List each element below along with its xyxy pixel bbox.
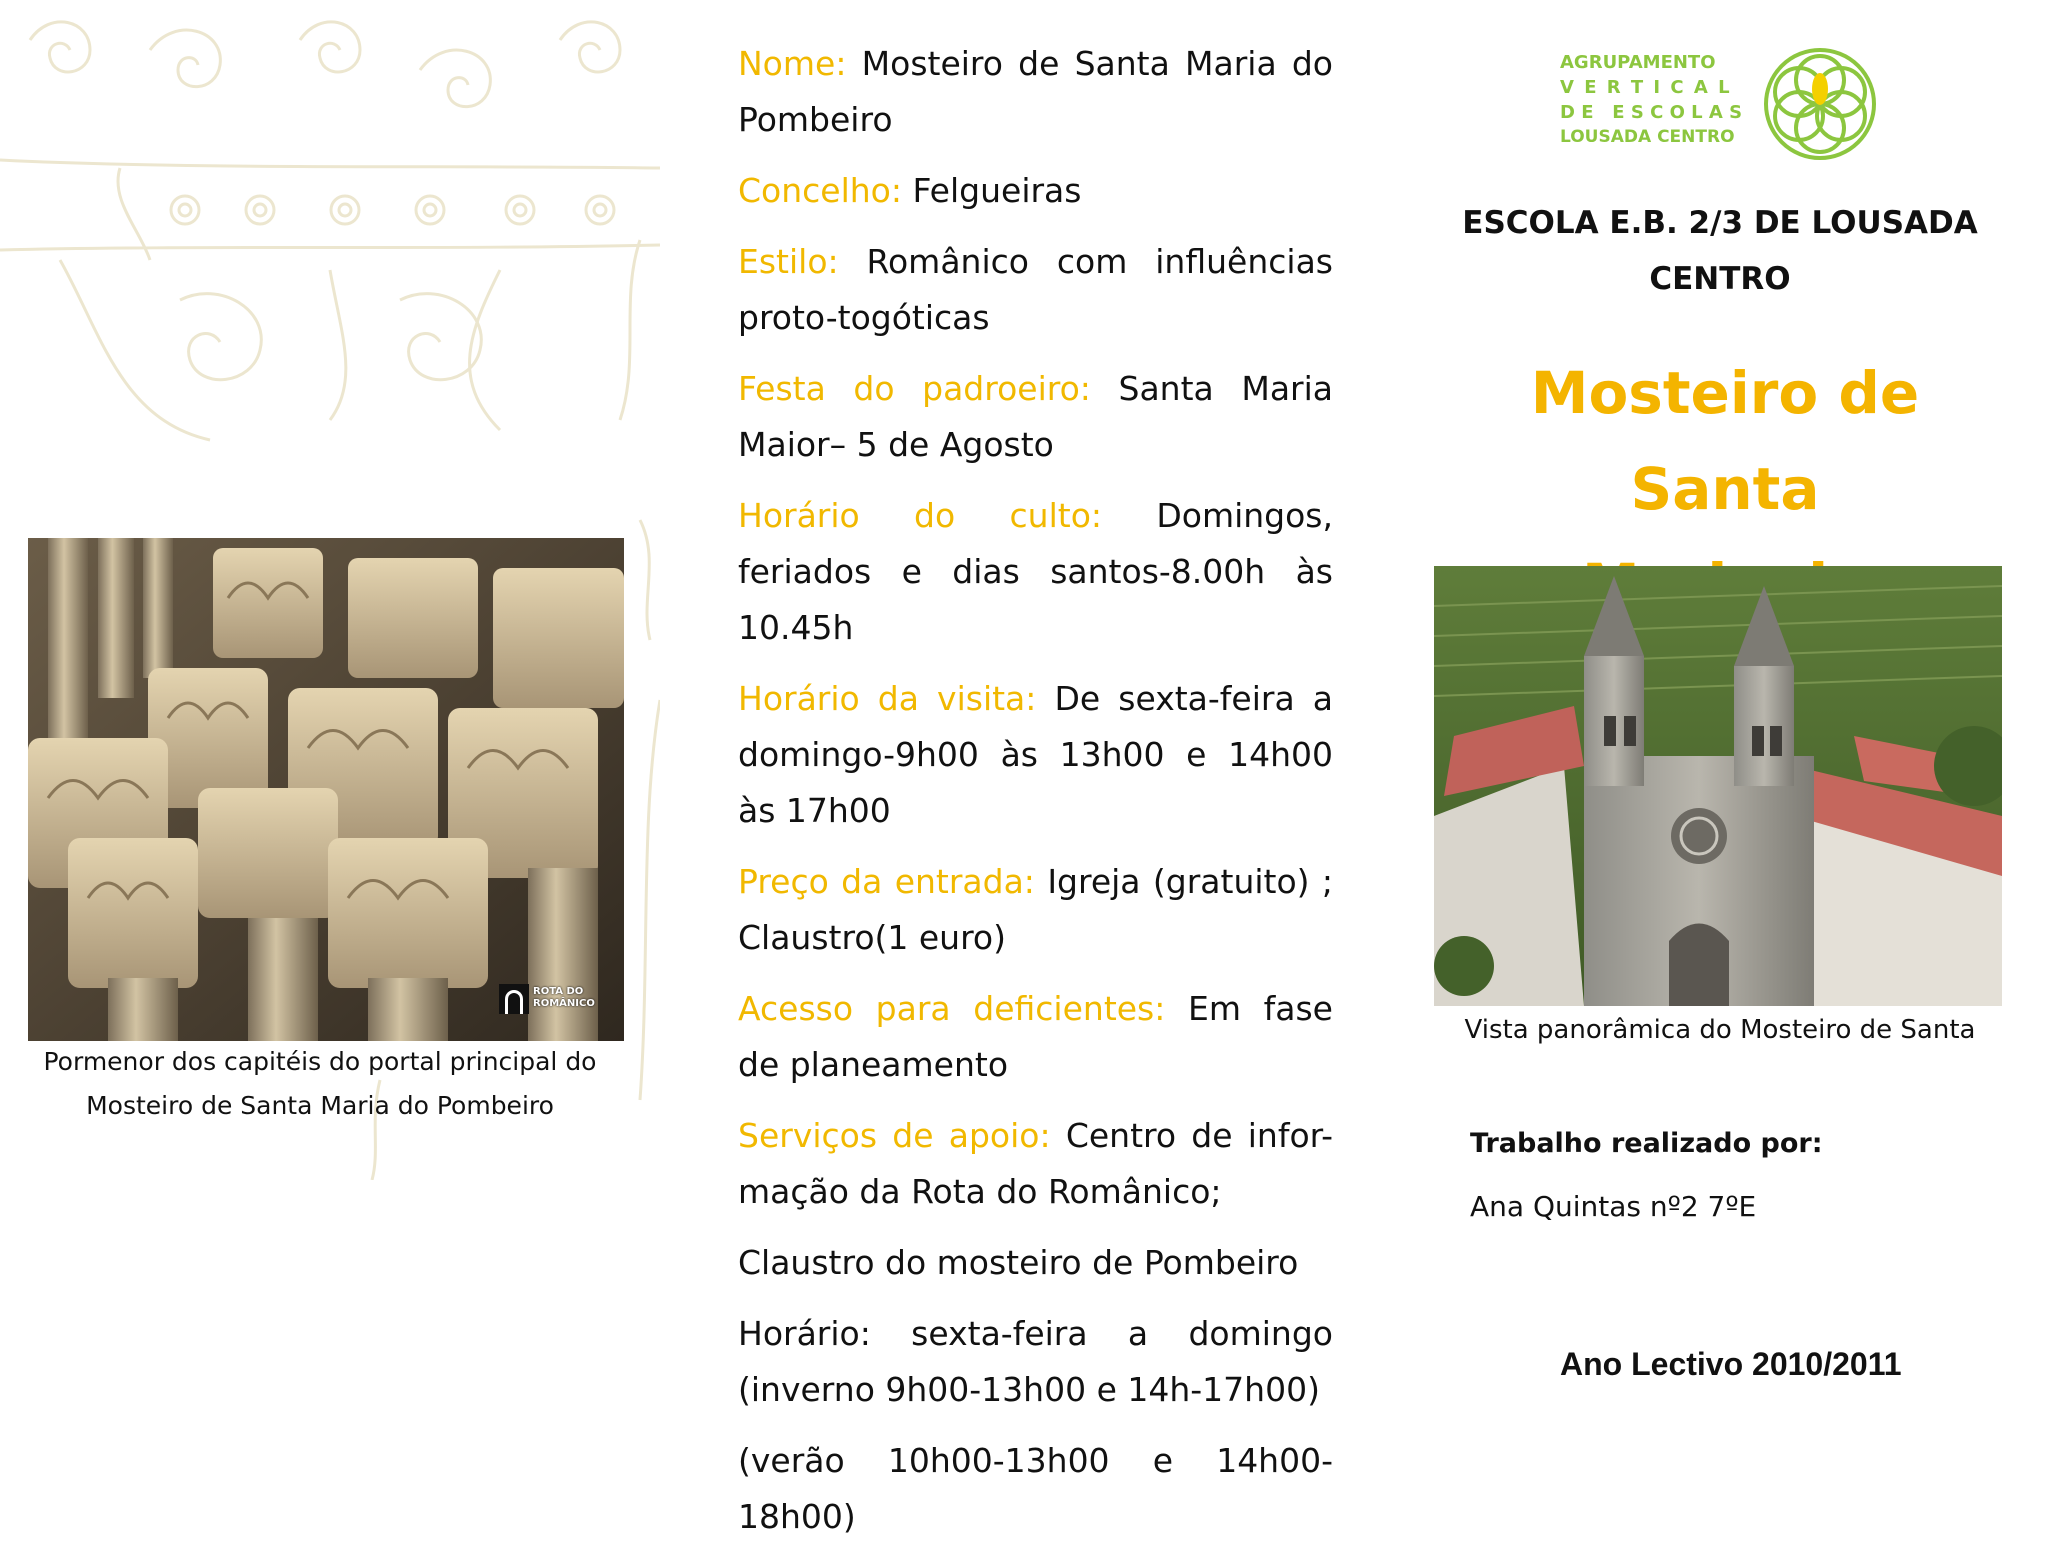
info-label: Serviços de apoio: <box>738 1116 1051 1155</box>
school-name <box>1430 195 2010 307</box>
logo-line-3: D E E S C O L A S <box>1560 102 1743 123</box>
info-label: Concelho: <box>738 171 902 210</box>
rota-arch-icon <box>499 984 529 1014</box>
monastery-photo <box>1434 566 2002 1006</box>
school-name-line-2: CENTRO <box>1649 261 1791 297</box>
rota-logo-line2: ROMÂNICO <box>533 998 595 1009</box>
info-value: Mosteiro de Santa Maria do Pombeiro <box>738 44 1333 139</box>
info-value: Domingos, feriados e dias santos-8.00h às 10.45h <box>738 496 1333 647</box>
logo-line-1: AGRUPAMENTO <box>1560 52 1716 73</box>
info-label: Acesso para deficientes: <box>738 989 1166 1028</box>
info-panel <box>690 0 1370 1536</box>
monastery-photo-caption: Vista panorâmica do Mosteiro de Santa <box>1464 1015 1976 1045</box>
info-value: Centro de infor-mação da Rota do Românico; <box>738 1116 1333 1211</box>
school-logo <box>1560 44 1880 164</box>
capitals-caption <box>40 1040 600 1128</box>
info-servicos <box>738 1108 1333 1220</box>
info-estilo <box>738 234 1333 346</box>
info-acesso <box>738 981 1333 1093</box>
info-value: Em fase de planeamento <box>738 989 1333 1084</box>
info-festa <box>738 361 1333 473</box>
info-nome <box>738 36 1333 148</box>
info-label: Festa do padroeiro: <box>738 369 1091 408</box>
info-value: Felgueiras <box>912 171 1082 210</box>
info-value: De sexta-feira a domingo-9h00 às 13h00 e 14h00 às 17h00 <box>738 679 1333 830</box>
info-concelho <box>738 163 1333 219</box>
flower-of-life-logo-icon <box>1760 44 1880 164</box>
cover-panel <box>1370 0 2048 1448</box>
logo-line-2: V E R T I C A L <box>1560 77 1732 98</box>
info-label: Horário da visita: <box>738 679 1037 718</box>
title-line-1: Mosteiro de Santa <box>1530 359 1920 523</box>
school-year: Ano Lectivo 2010/2011 <box>1560 1346 1902 1382</box>
info-label: Estilo: <box>738 242 839 281</box>
credits-name: Ana Quintas nº2 7ºE <box>1470 1190 1757 1223</box>
info-label: Horário do culto: <box>738 496 1102 535</box>
info-label: Preço da entrada: <box>738 862 1035 901</box>
rota-do-romanico-logo <box>499 982 599 1018</box>
monastery-info <box>738 36 1333 1560</box>
info-value: Igreja (gratuito) ; Claustro(1 euro) <box>738 862 1334 957</box>
caption-line-2: Mosteiro de Santa Maria do Pombeiro <box>86 1091 554 1120</box>
info-value: Santa Maria Maior– 5 de Agosto <box>738 369 1333 464</box>
info-value: Românico com influências proto-togóticas <box>738 242 1333 337</box>
left-panel <box>0 0 690 1448</box>
info-verao: (verão 10h00-13h00 e 14h00-18h00) <box>738 1441 1333 1536</box>
credits-label: Trabalho realizado por: <box>1470 1128 1823 1159</box>
info-label: Nome: <box>738 44 847 83</box>
info-visita <box>738 671 1333 839</box>
info-preco <box>738 854 1333 966</box>
info-claustro: Claustro do mosteiro de Pombeiro <box>738 1243 1299 1282</box>
rota-logo-line1: ROTA DO <box>533 986 584 997</box>
info-culto <box>738 488 1333 656</box>
school-name-line-1: ESCOLA E.B. 2/3 DE LOUSADA <box>1462 205 1978 241</box>
logo-line-4: LOUSADA CENTRO <box>1560 127 1735 147</box>
info-horario-claustro: Horário: sexta-feira a domingo (inverno 9h00-13h00 e 14h-17h00) <box>738 1314 1333 1409</box>
caption-line-1: Pormenor dos capitéis do portal principal do <box>43 1047 597 1076</box>
capitals-photo <box>28 538 624 1041</box>
